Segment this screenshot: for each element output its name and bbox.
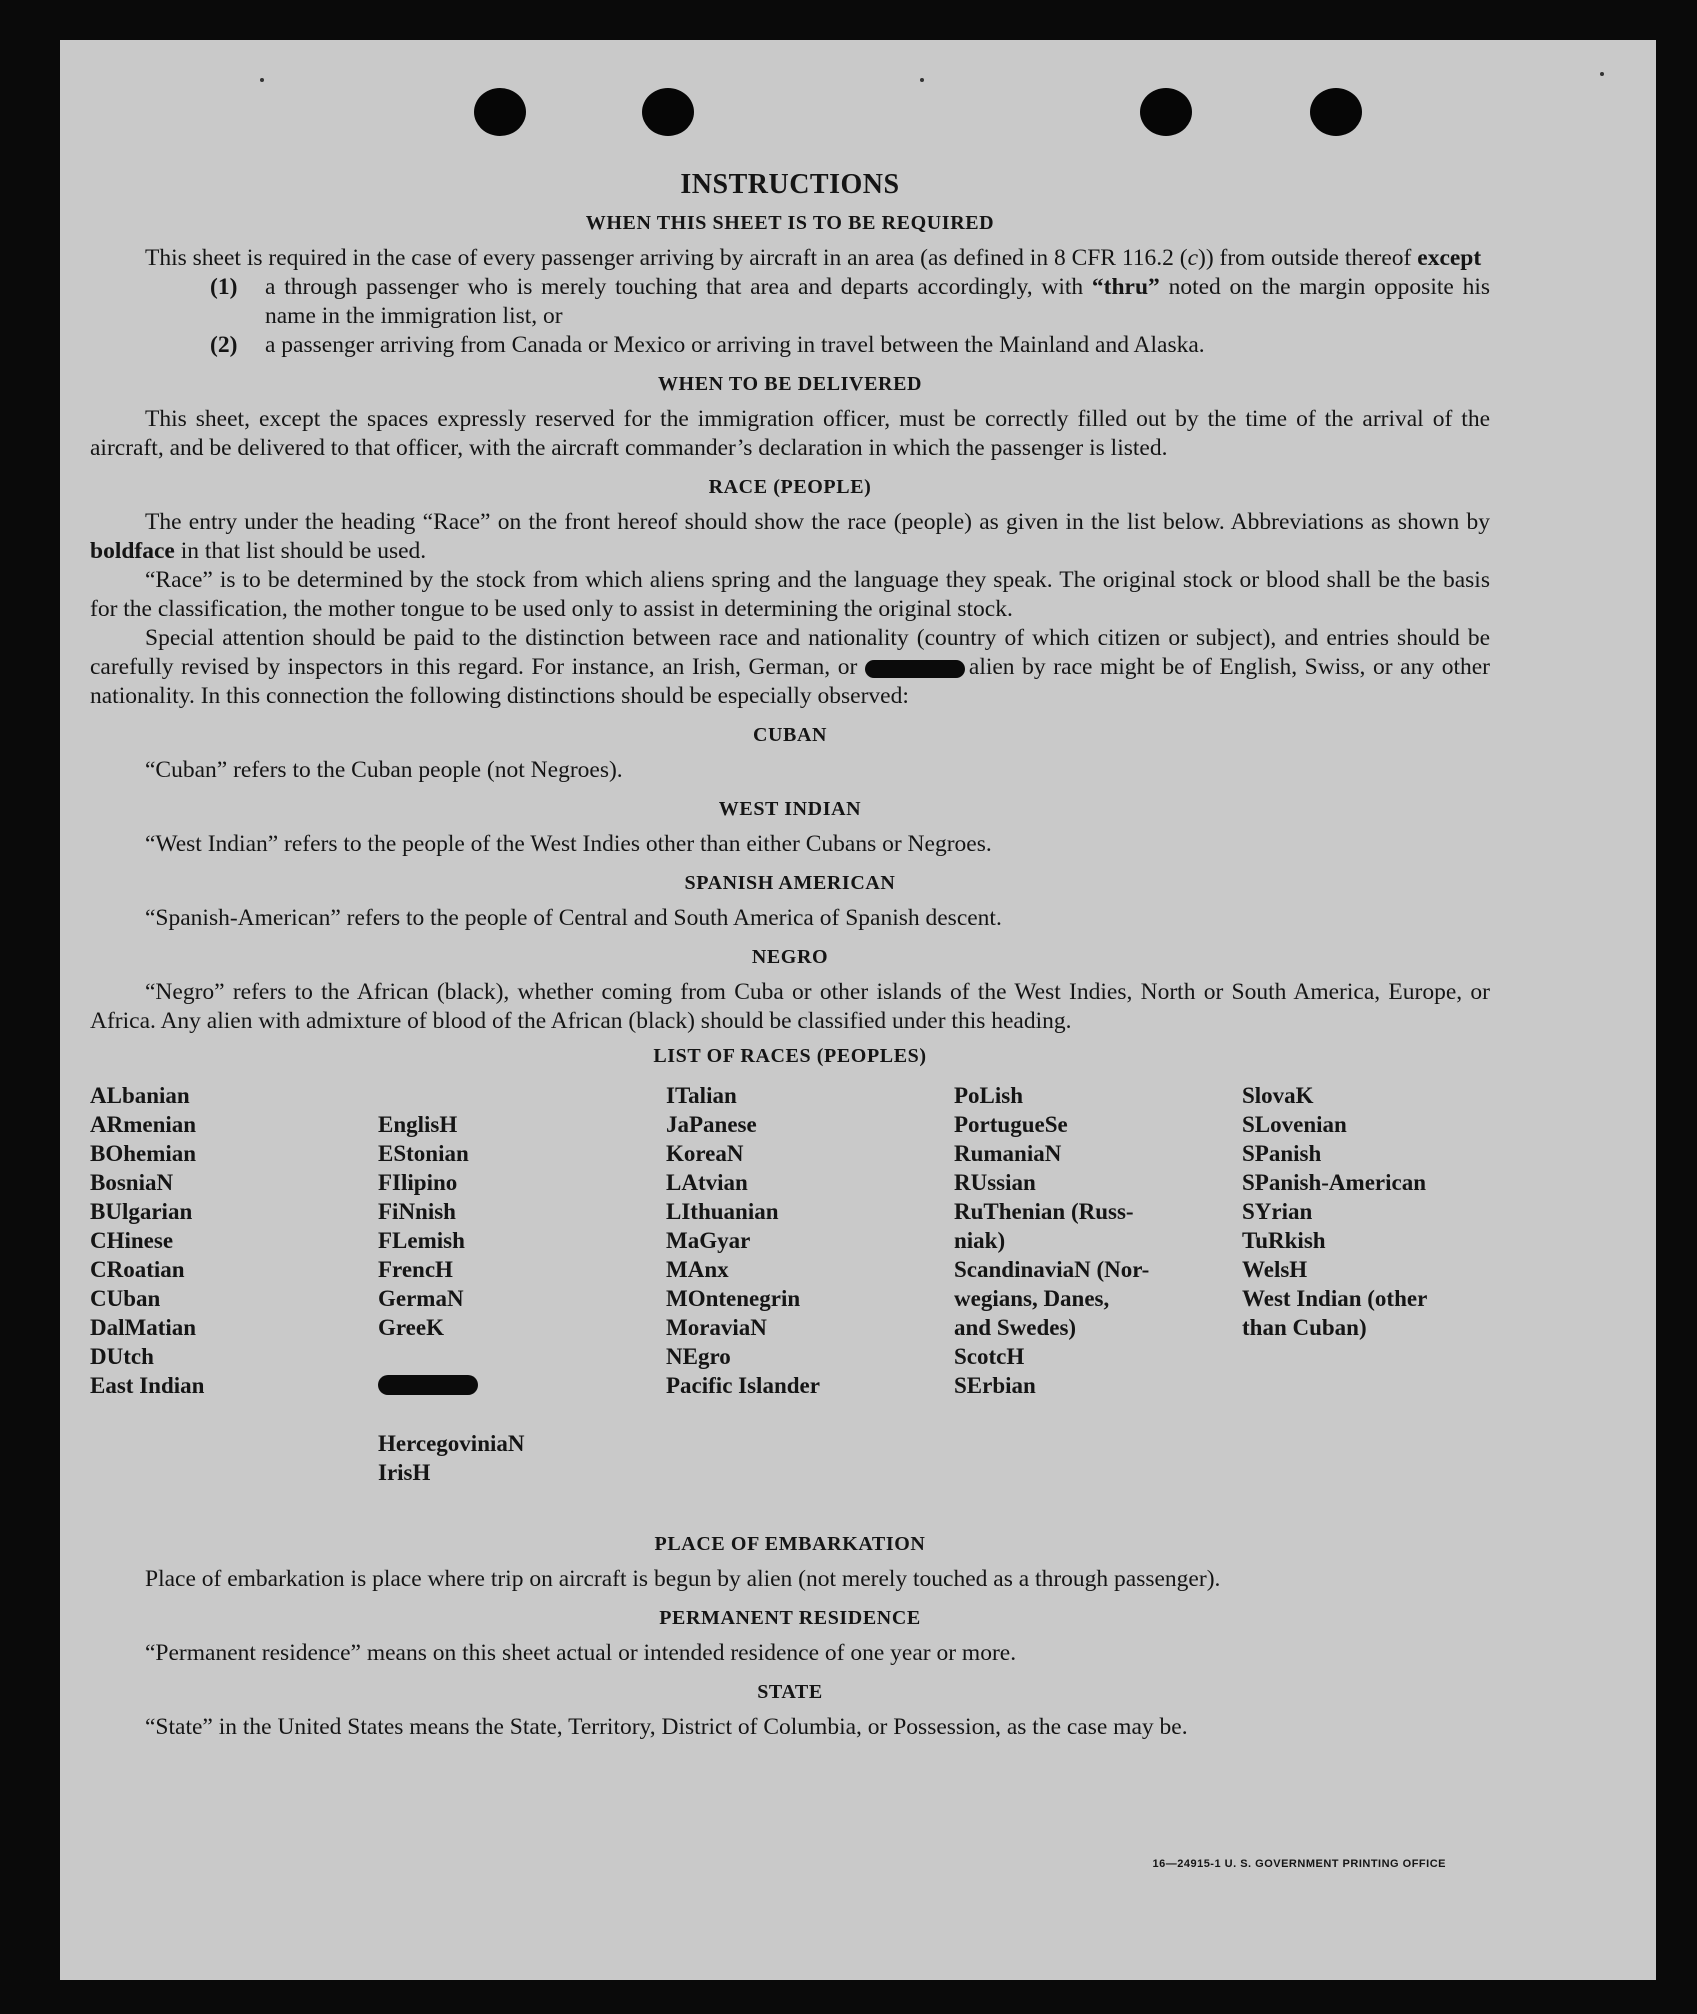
section-heading-state: STATE xyxy=(757,1681,823,1703)
instructions-body xyxy=(90,170,1490,1742)
race-column-5 xyxy=(1242,1081,1490,1516)
race-entry: BosniaN xyxy=(90,1170,174,1195)
race-entry: JaPanese xyxy=(666,1112,757,1137)
race-entry: TuRkish xyxy=(1242,1228,1326,1253)
race-entry: ScotcH xyxy=(954,1344,1025,1369)
race-entry: SlovaK xyxy=(1242,1083,1314,1108)
delivered-text: This sheet, except the spaces expressly reserved for the immigration officer, must be correctly filled out by the time of the arrival of the aircraft, and be delivered to that officer, with the aircraft commander’s declaration in which the passenger is listed. xyxy=(90,406,1490,461)
race-entry: East Indian xyxy=(90,1373,205,1398)
race-entry: GreeK xyxy=(378,1315,444,1340)
race-entry: FLemish xyxy=(378,1228,465,1253)
section-heading-cuban: CUBAN xyxy=(752,724,828,746)
race-column-1 xyxy=(90,1081,378,1516)
section-heading-race-list: LIST OF RACES (PEOPLES) xyxy=(653,1045,927,1067)
race-entry: FiNnish xyxy=(378,1199,456,1224)
race-entry: SPanish xyxy=(1242,1141,1322,1166)
race-column-4 xyxy=(954,1081,1242,1516)
race-entry: ALbanian xyxy=(90,1083,190,1108)
race-entry: GermaN xyxy=(378,1286,464,1311)
embarkation-text: Place of embarkation is place where trip on aircraft is begun by alien (not merely touched as a through passenger). xyxy=(145,1566,1221,1592)
race-entry: PoLish xyxy=(954,1083,1024,1108)
required-intro: This sheet is required in the case of every passenger arriving by aircraft in an area (as defined in 8 CFR 116.2 (c)) from outside thereof except xyxy=(145,245,1482,271)
redaction-mark xyxy=(378,1375,478,1395)
required-item-1: (1) a through passenger who is merely touching that area and departs accordingly, with “thru” noted on the margin opposite his name in the immigration list, or xyxy=(210,274,1490,329)
section-heading-spanish-american: SPANISH AMERICAN xyxy=(684,872,896,894)
race-column-2 xyxy=(378,1081,666,1516)
race-list xyxy=(90,1081,1490,1516)
spanish-american-text: “Spanish-American” refers to the people of Central and South America of Spanish descent. xyxy=(145,905,1002,931)
race-paragraph-1: The entry under the heading “Race” on the front hereof should show the race (people) as given in the list below. Abbreviations as shown by boldface in that list should be used. xyxy=(90,509,1490,564)
race-entry: BOhemian xyxy=(90,1141,197,1166)
race-entry: BUlgarian xyxy=(90,1199,193,1224)
race-entry: ScandinaviaN (Nor- wegians, Danes, and Swedes) xyxy=(954,1257,1150,1340)
race-entry: FrencH xyxy=(378,1257,453,1282)
race-entry: CHinese xyxy=(90,1228,174,1253)
race-entry: RumaniaN xyxy=(954,1141,1062,1166)
race-entry: LAtvian xyxy=(666,1170,748,1195)
race-entry: SLovenian xyxy=(1242,1112,1347,1137)
race-entry: KoreaN xyxy=(666,1141,744,1166)
document-page xyxy=(60,40,1656,1980)
race-entry: MoraviaN xyxy=(666,1315,767,1340)
residence-text: “Permanent residence” means on this sheet actual or intended residence of one year or more. xyxy=(145,1640,1017,1666)
race-column-3 xyxy=(666,1081,954,1516)
race-entry: CUban xyxy=(90,1286,161,1311)
race-entry: MOntenegrin xyxy=(666,1286,801,1311)
race-entry: SErbian xyxy=(954,1373,1036,1398)
race-entry: EnglisH xyxy=(378,1112,458,1137)
race-paragraph-2: “Race” is to be determined by the stock from which aliens spring and the language they speak. The original stock or blood shall be the basis for the classification, the mother tongue to be used only to assist in determining the original stock. xyxy=(90,567,1490,622)
section-heading-west-indian: WEST INDIAN xyxy=(718,798,862,820)
printing-office-code: 16—24915-1 U. S. GOVERNMENT PRINTING OFFICE xyxy=(1152,1858,1446,1870)
race-entry: MAnx xyxy=(666,1257,729,1282)
race-entry: ITalian xyxy=(666,1083,737,1108)
section-heading-race: RACE (PEOPLE) xyxy=(708,476,872,498)
race-entry: LIthuanian xyxy=(666,1199,779,1224)
redaction-mark xyxy=(865,660,965,678)
section-heading-embarkation: PLACE OF EMBARKATION xyxy=(654,1533,926,1555)
section-heading-required: WHEN THIS SHEET IS TO BE REQUIRED xyxy=(585,212,995,234)
required-item-2: (2) a passenger arriving from Canada or Mexico or arriving in travel between the Mainland and Alaska. xyxy=(210,332,1205,358)
race-entry: RUssian xyxy=(954,1170,1036,1195)
negro-text: “Negro” refers to the African (black), whether coming from Cuba or other islands of the West Indies, North or South America, Europe, or Africa. Any alien with admixture of blood of the African (black) should be classified under this heading. xyxy=(90,979,1490,1034)
punch-hole xyxy=(1140,88,1192,136)
race-entry: PortugueSe xyxy=(954,1112,1068,1137)
cuban-text: “Cuban” refers to the Cuban people (not Negroes). xyxy=(145,757,623,783)
race-entry: ARmenian xyxy=(90,1112,197,1137)
race-entry: SPanish-American xyxy=(1242,1170,1426,1195)
punch-hole xyxy=(474,88,526,136)
race-entry: DalMatian xyxy=(90,1315,197,1340)
state-text: “State” in the United States means the State, Territory, District of Columbia, or Possession, as the case may be. xyxy=(145,1714,1188,1740)
race-entry: SYrian xyxy=(1242,1199,1313,1224)
race-entry: MaGyar xyxy=(666,1228,751,1253)
race-entry: WelsH xyxy=(1242,1257,1308,1282)
race-entry: EStonian xyxy=(378,1141,469,1166)
race-entry: RuThenian (Russ- niak) xyxy=(954,1199,1134,1253)
punch-hole xyxy=(1310,88,1362,136)
race-entry: Pacific Islander xyxy=(666,1373,820,1398)
race-entry: HercegoviniaN xyxy=(378,1431,525,1456)
section-heading-residence: PERMANENT RESIDENCE xyxy=(659,1607,921,1629)
race-entry: NEgro xyxy=(666,1344,731,1369)
punch-hole xyxy=(642,88,694,136)
race-entry: FIlipino xyxy=(378,1170,458,1195)
section-heading-negro: NEGRO xyxy=(751,946,829,968)
race-entry: DUtch xyxy=(90,1344,154,1369)
race-entry: West Indian (other than Cuban) xyxy=(1242,1286,1428,1340)
section-heading-delivered: WHEN TO BE DELIVERED xyxy=(657,373,923,395)
race-entry: IrisH xyxy=(378,1460,431,1485)
race-paragraph-3: Special attention should be paid to the distinction between race and nationality (country of which citizen or subject), and entries should be carefully revised by inspectors in this regard. For instance, an Irish, German, or alien by race might be of English, Swiss, or any other nationality. In this connection the following distinctions should be especially observed: xyxy=(90,625,1490,709)
west-indian-text: “West Indian” refers to the people of the West Indies other than either Cubans or Negroes. xyxy=(145,831,992,857)
page-title: INSTRUCTIONS xyxy=(680,169,900,200)
race-entry: CRoatian xyxy=(90,1257,185,1282)
